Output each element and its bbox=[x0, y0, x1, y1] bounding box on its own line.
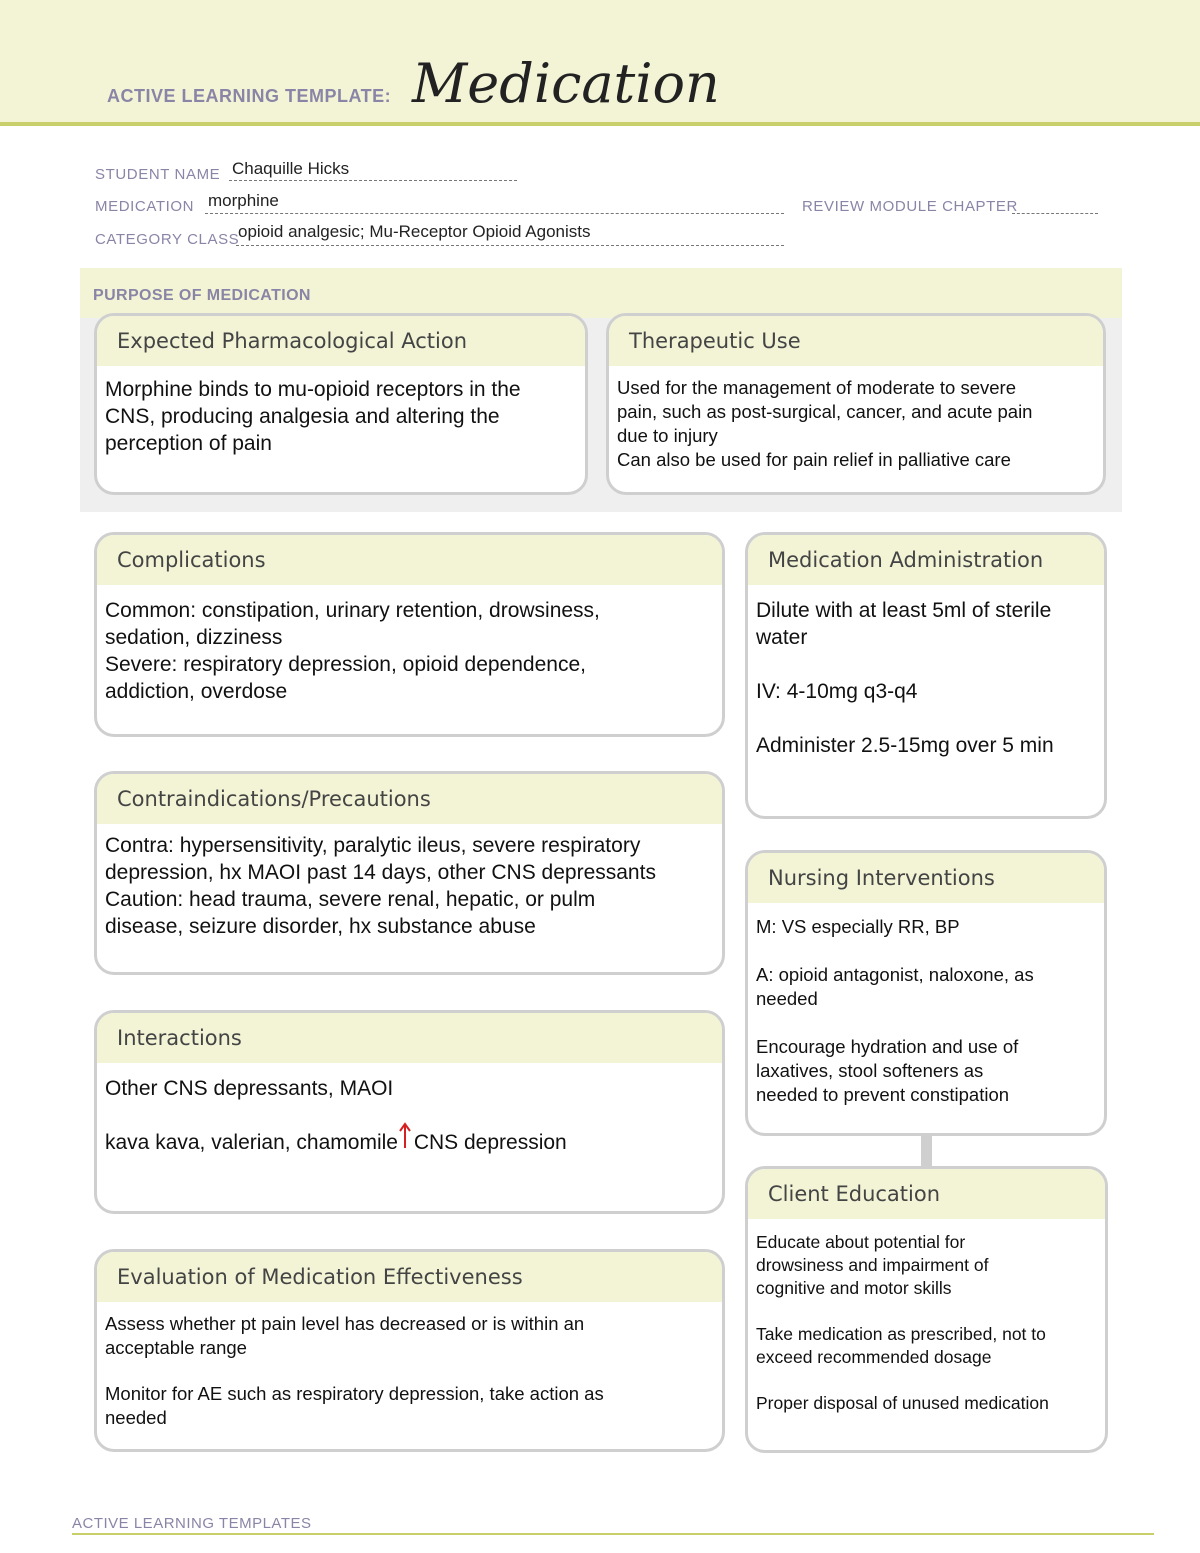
nursing-text-1[interactable]: M: VS especially RR, BP bbox=[756, 916, 960, 937]
administration-text-2[interactable]: IV: 4-10mg q3-q4 bbox=[756, 680, 918, 703]
footer-label: ACTIVE LEARNING TEMPLATES bbox=[72, 1515, 312, 1532]
therapeutic-use-text[interactable]: Used for the management of moderate to severe pain, such as post-surgical, cancer, and acute pain due to injury Can also be used for pain relief in palliative care bbox=[617, 377, 1033, 470]
category-class-label: CATEGORY CLASS bbox=[95, 231, 240, 248]
interactions-line-2[interactable] bbox=[105, 1129, 712, 1156]
interactions-title: Interactions bbox=[97, 1013, 722, 1063]
contraindications-text[interactable]: Contra: hypersensitivity, paralytic ileus, severe respiratory depression, hx MAOI past 14 days, other CNS depressants Caution: head trauma, severe renal, hepatic, or pulm disease, seizure disorder, hx substance abuse bbox=[105, 834, 656, 938]
nursing-title: Nursing Interventions bbox=[748, 853, 1104, 903]
education-title: Client Education bbox=[748, 1169, 1105, 1219]
contraindications-title: Contraindications/Precautions bbox=[97, 774, 722, 824]
expected-action-title: Expected Pharmacological Action bbox=[97, 316, 585, 366]
review-module-label: REVIEW MODULE CHAPTER bbox=[802, 198, 1018, 215]
evaluation-text-2[interactable]: Monitor for AE such as respiratory depression, take action as needed bbox=[105, 1383, 604, 1428]
purpose-label: PURPOSE OF MEDICATION bbox=[93, 287, 311, 304]
complications-text[interactable]: Common: constipation, urinary retention, drowsiness, sedation, dizziness Severe: respiratory depression, opioid dependence, addiction, overdose bbox=[105, 599, 600, 703]
interactions-line-2-end: CNS depression bbox=[413, 1131, 567, 1154]
medication-line bbox=[205, 213, 784, 214]
evaluation-text-1[interactable]: Assess whether pt pain level has decreased or is within an acceptable range bbox=[105, 1313, 585, 1358]
expected-action-card bbox=[94, 313, 588, 495]
medication-field[interactable]: morphine bbox=[208, 191, 279, 210]
administration-card bbox=[745, 532, 1107, 819]
complications-title: Complications bbox=[97, 535, 722, 585]
page-title: Medication bbox=[412, 52, 720, 115]
review-module-line bbox=[1012, 213, 1098, 214]
education-text-1[interactable]: Educate about potential for drowsiness and impairment of cognitive and motor skills bbox=[756, 1232, 989, 1298]
medication-label: MEDICATION bbox=[95, 198, 195, 215]
administration-title: Medication Administration bbox=[748, 535, 1104, 585]
student-name-field[interactable]: Chaquille Hicks bbox=[232, 159, 350, 178]
expected-action-text[interactable]: Morphine binds to mu-opioid receptors in the CNS, producing analgesia and altering the perception of pain bbox=[105, 378, 521, 455]
nursing-text-3[interactable]: Encourage hydration and use of laxatives, stool softeners as needed to prevent constipation bbox=[756, 1036, 1019, 1105]
contraindications-card bbox=[94, 771, 725, 975]
education-text-2[interactable]: Take medication as prescribed, not to exceed recommended dosage bbox=[756, 1324, 1046, 1367]
evaluation-card bbox=[94, 1249, 725, 1452]
card-connector bbox=[921, 1134, 932, 1167]
therapeutic-use-title: Therapeutic Use bbox=[609, 316, 1103, 366]
nursing-card bbox=[745, 850, 1107, 1136]
education-text-3[interactable]: Proper disposal of unused medication bbox=[756, 1393, 1049, 1413]
header-rule bbox=[0, 122, 1200, 126]
interactions-card bbox=[94, 1010, 725, 1214]
student-name-label: STUDENT NAME bbox=[95, 166, 221, 183]
evaluation-title: Evaluation of Medication Effectiveness bbox=[97, 1252, 722, 1302]
interactions-line-2-start: kava kava, valerian, chamomile bbox=[105, 1131, 404, 1154]
interactions-line-1[interactable]: Other CNS depressants, MAOI bbox=[105, 1077, 394, 1100]
increase-arrow-icon bbox=[404, 1129, 414, 1149]
education-card bbox=[745, 1166, 1108, 1453]
template-label: ACTIVE LEARNING TEMPLATE: bbox=[107, 86, 392, 106]
category-class-field[interactable]: opioid analgesic; Mu-Receptor Opioid Agonists bbox=[238, 222, 591, 241]
student-name-line bbox=[229, 180, 517, 181]
complications-card bbox=[94, 532, 725, 737]
category-class-line bbox=[236, 245, 784, 246]
therapeutic-use-card bbox=[606, 313, 1106, 495]
administration-text-3[interactable]: Administer 2.5-15mg over 5 min bbox=[756, 734, 1054, 757]
nursing-text-2[interactable]: A: opioid antagonist, naloxone, as needed bbox=[756, 964, 1034, 1009]
administration-text-1[interactable]: Dilute with at least 5ml of sterile water bbox=[756, 599, 1052, 649]
footer-rule bbox=[72, 1533, 1154, 1535]
